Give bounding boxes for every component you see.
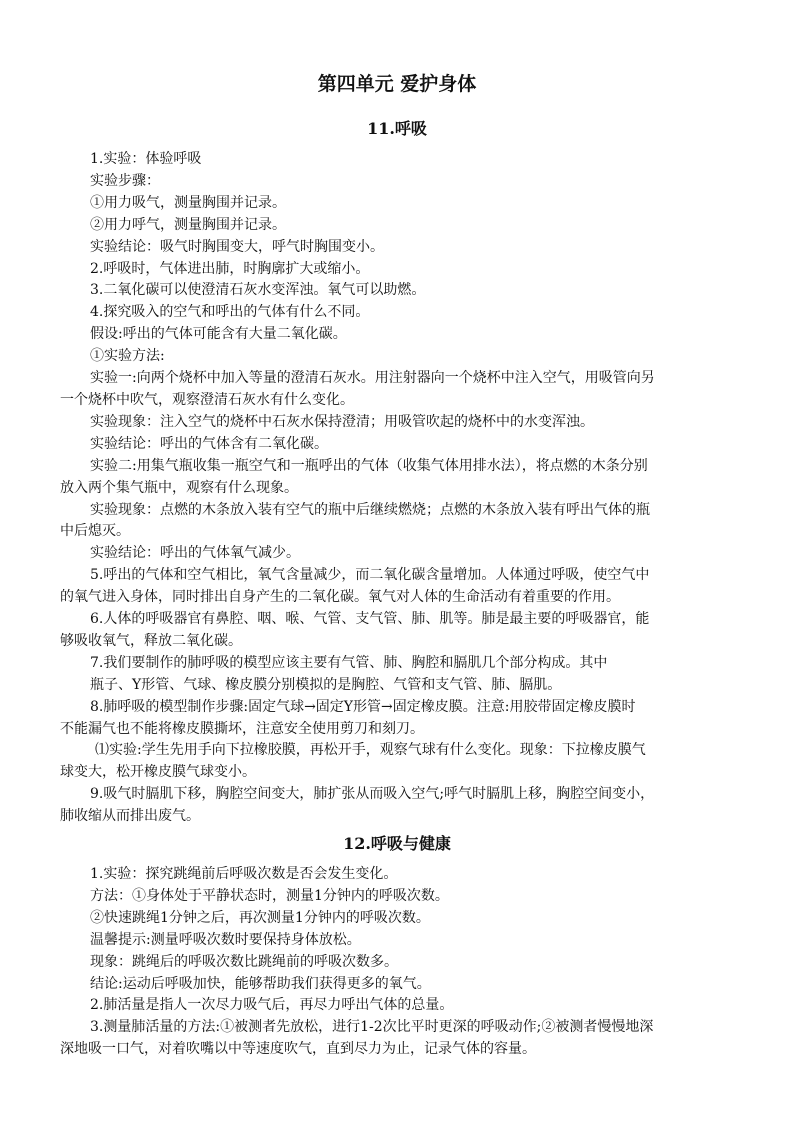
text-line: 放入两个集气瓶中，观察有什么现象。 (60, 479, 298, 496)
text-line: 方法：①身体处于平静状态时，测量1分钟内的呼吸次数。 (90, 887, 449, 904)
text-line: ②用力呼气，测量胸围并记录。 (90, 216, 286, 233)
section-body-breathing (60, 149, 742, 828)
text-line: ①用力吸气，测量胸围并记录。 (90, 194, 286, 211)
text-line: 3.测量肺活量的方法:①被测者先放松，进行1-2次比平时更深的呼吸动作;②被测者慢慢地深 (90, 1019, 654, 1036)
text-line: 实验二:用集气瓶收集一瓶空气和一瓶呼出的气体（收集气体用排水法），将点燃的木条分别 (90, 457, 648, 474)
text-line: 2.呼吸时，气体进出肺，时胸廓扩大或缩小。 (90, 260, 370, 277)
text-line: 够吸收氧气，释放二氧化碳。 (60, 632, 242, 649)
text-line: 7.我们要制作的肺呼吸的模型应该主要有气管、肺、胸腔和膈肌几个部分构成。其中 (90, 654, 608, 671)
text-line: 1.实验：体验呼吸 (90, 151, 202, 167)
text-line: ②快速跳绳1分钟之后，再次测量1分钟内的呼吸次数。 (90, 909, 430, 926)
text-line: 实验结论：呼出的气体氧气减少。 (90, 545, 300, 562)
text-line: 3.二氧化碳可以使澄清石灰水变浑浊。氧气可以助燃。 (90, 282, 426, 299)
text-line: 不能漏气也不能将橡皮膜撕坏，注意安全使用剪刀和刻刀。 (60, 720, 424, 737)
text-line: 8.肺呼吸的模型制作步骤:固定气球→固定Y形管→固定橡皮膜。注意:用胶带固定橡皮膜时 (90, 698, 636, 715)
unit-title: 第四单元 爱护身体 (317, 73, 477, 95)
section-heading-breathing: 11.呼吸 (367, 119, 427, 138)
text-line: 实验一:向两个烧杯中加入等量的澄清石灰水。用注射器向一个烧杯中注入空气，用吸管向另 (90, 370, 655, 387)
text-line: 实验结论：呼出的气体含有二氧化碳。 (90, 435, 328, 452)
text-line: 一个烧杯中吹气，观察澄清石灰水有什么变化。 (60, 391, 354, 408)
text-line: 结论:运动后呼吸加快，能够帮助我们获得更多的氧气。 (90, 975, 431, 992)
text-line: 实验现象：点燃的木条放入装有空气的瓶中后继续燃烧；点燃的木条放入装有呼出气体的瓶 (90, 501, 650, 518)
text-line: 9.吸气时膈肌下移，胸腔空间变大，肺扩张从而吸入空气;呼气时膈肌上移，胸腔空间变小， (90, 786, 655, 803)
section-body-breathing-and-health (60, 864, 742, 1061)
text-line: 4.探究吸入的空气和呼出的气体有什么不同。 (90, 304, 370, 321)
text-line: 假设:呼出的气体可能含有大量二氧化碳。 (90, 326, 347, 343)
text-line: 中后熄灭。 (60, 523, 130, 540)
text-line: 肺收缩从而排出废气。 (60, 808, 200, 825)
text-line: 5.呼出的气体和空气相比，氧气含量减少，而二氧化碳含量增加。人体通过呼吸，使空气中 (90, 567, 650, 584)
text-line: 的氧气进入身体，同时排出自身产生的二氧化碳。氧气对人体的生命活动有着重要的作用。 (60, 589, 620, 606)
text-line: 1.实验：探究跳绳前后呼吸次数是否会发生变化。 (90, 866, 398, 882)
text-line: 6.人体的呼吸器官有鼻腔、咽、喉、气管、支气管、肺、肌等。肺是最主要的呼吸器官，能 (90, 611, 650, 628)
text-line: ①实验方法: (90, 348, 165, 365)
text-line: 实验结论：吸气时胸围变大，呼气时胸围变小。 (90, 238, 384, 255)
text-line: 瓶子、Y形管、气球、橡皮膜分别模拟的是胸腔、气管和支气管、肺、膈肌。 (90, 676, 562, 693)
text-line: 温馨提示:测量呼吸次数时要保持身体放松。 (90, 931, 361, 948)
text-line: 实验现象：注入空气的烧杯中石灰水保持澄清；用吸管吹起的烧杯中的水变浑浊。 (90, 413, 594, 430)
text-line: 实验步骤： (90, 172, 160, 189)
text-line: 深地吸一口气，对着吹嘴以中等速度吹气，直到尽力为止，记录气体的容量。 (60, 1041, 536, 1058)
text-line: 球变大，松开橡皮膜气球变小。 (60, 764, 256, 781)
section-heading-breathing-and-health: 12.呼吸与健康 (343, 834, 451, 853)
text-line: ⑴实验:学生先用手向下拉橡胶膜，再松开手，观察气球有什么变化。现象：下拉橡皮膜气 (95, 742, 646, 759)
text-line: 现象：跳绳后的呼吸次数比跳绳前的呼吸次数多。 (90, 953, 398, 970)
text-line: 2.肺活量是指人一次尽力吸气后，再尽力呼出气体的总量。 (90, 997, 454, 1014)
